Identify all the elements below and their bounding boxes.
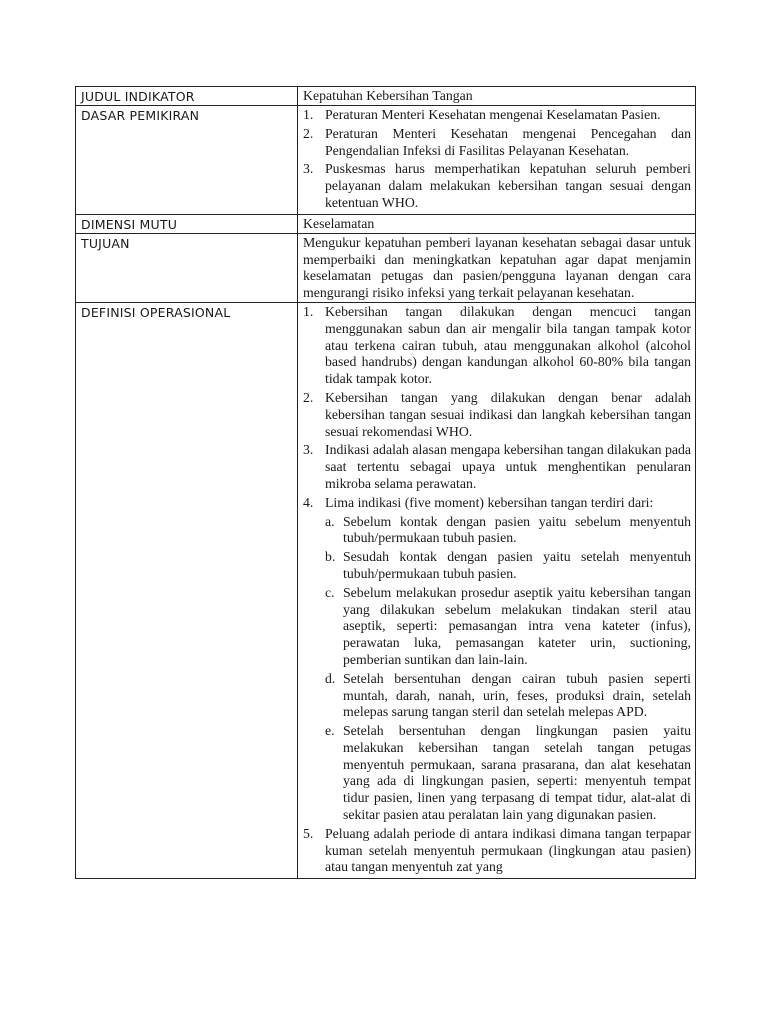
table-row [76,214,696,233]
list-item: Kebersihan tangan dilakukan dengan mencuci tangan menggunakan sabun dan air mengalir bila tangan tampak kotor atau terkena cairan tubuh, atau menggunakan alkohol (alcohol based handrubs) dengan kandungan alkohol 60-80% bila tangan tidak tampak kotor. [325,303,691,387]
list-item: Peluang adalah periode di antara indikasi dimana tangan terpapar kuman setelah menyentuh permukaan (lingkungan atau pasien) atau tangan menyentuh zat yang [325,825,691,875]
row-label-tujuan: TUJUAN [76,233,298,302]
row-value-judul-indikator: Kepatuhan Kebersihan Tangan [298,87,696,106]
row-value-dimensi-mutu: Keselamatan [298,214,696,233]
row-value-tujuan [298,233,696,302]
row-label-dasar-pemikiran: DASAR PEMIKIRAN [76,106,298,215]
sub-list-item: Sebelum melakukan prosedur aseptik yaitu kebersihan tangan yang dilakukan sebelum melakukan tindakan steril atau aseptik, seperti: pemasangan intra vena kateter (infus), perawatan luka, pemasangan kateter urin, suctioning, pemberian suntikan dan lain-lain. [343,584,691,667]
numbered-list [303,107,691,212]
list-item [325,495,691,824]
row-value-dasar-pemikiran [298,106,696,215]
numbered-list [303,304,691,876]
list-item: Indikasi adalah alasan mengapa kebersihan tangan dilakukan pada saat tertentu sebagai upaya untuk menghentikan penularan mikroba selama perawatan. [325,442,691,491]
row-label-dimensi-mutu: DIMENSI MUTU [76,214,298,233]
list-item: Puskesmas harus memperhatikan kepatuhan seluruh pemberi pelayanan dalam melakukan kebersihan tangan sesuai dengan ketentuan WHO. [325,161,691,210]
sub-list-item: Setelah bersentuhan dengan cairan tubuh pasien seperti muntah, darah, nanah, urin, feses, produksi drain, setelah melepas sarung tangan steril dan setelah melepas APD. [343,670,691,720]
list-item: Kebersihan tangan yang dilakukan dengan benar adalah kebersihan tangan sesuai indikasi dan langkah kebersihan tangan sesuai rekomendasi WHO. [325,389,691,439]
table-row [76,87,696,106]
row-value-definisi-operasional [298,302,696,878]
list-item: Peraturan Menteri Kesehatan mengenai Keselamatan Pasien. [325,107,661,122]
sub-list-item: Sesudah kontak dengan pasien yaitu setelah menyentuh tubuh/permukaan tubuh pasien. [343,549,691,581]
row-label-judul-indikator: JUDUL INDIKATOR [76,87,298,106]
list-item-text: Lima indikasi (five moment) kebersihan tangan terdiri dari: [325,494,654,510]
table-row [76,233,696,302]
list-item: Peraturan Menteri Kesehatan mengenai Pencegahan dan Pengendalian Infeksi di Fasilitas Pelayanan Kesehatan. [325,125,691,158]
indicator-table [75,86,696,879]
table-row [76,106,696,215]
table-row [76,302,696,878]
row-label-definisi-operasional: DEFINISI OPERASIONAL [76,302,298,878]
sub-list-item: Setelah bersentuhan dengan lingkungan pasien yaitu melakukan kebersihan tangan setelah tangan petugas menyentuh permukaan, sarana prasarana, dan alat kesehatan yang ada di lingkungan pasien, seperti: menyentuh tempat tidur pasien, linen yang terpasang di tempat tidur, alat-alat di sekitar pasien atau peralatan lain yang digunakan pasien. [343,723,691,823]
lettered-sublist [325,514,691,824]
sub-list-item: Sebelum kontak dengan pasien yaitu sebelum menyentuh tubuh/permukaan tubuh pasien. [343,513,691,546]
paragraph: Mengukur kepatuhan pemberi layanan kesehatan sebagai dasar untuk memperbaiki dan meningkatkan kepatuhan agar dapat menjamin keselamatan petugas dan pasien/pengguna layanan dengan cara mengurangi risiko infeksi yang terkait pelayanan kesehatan. [303,234,691,301]
